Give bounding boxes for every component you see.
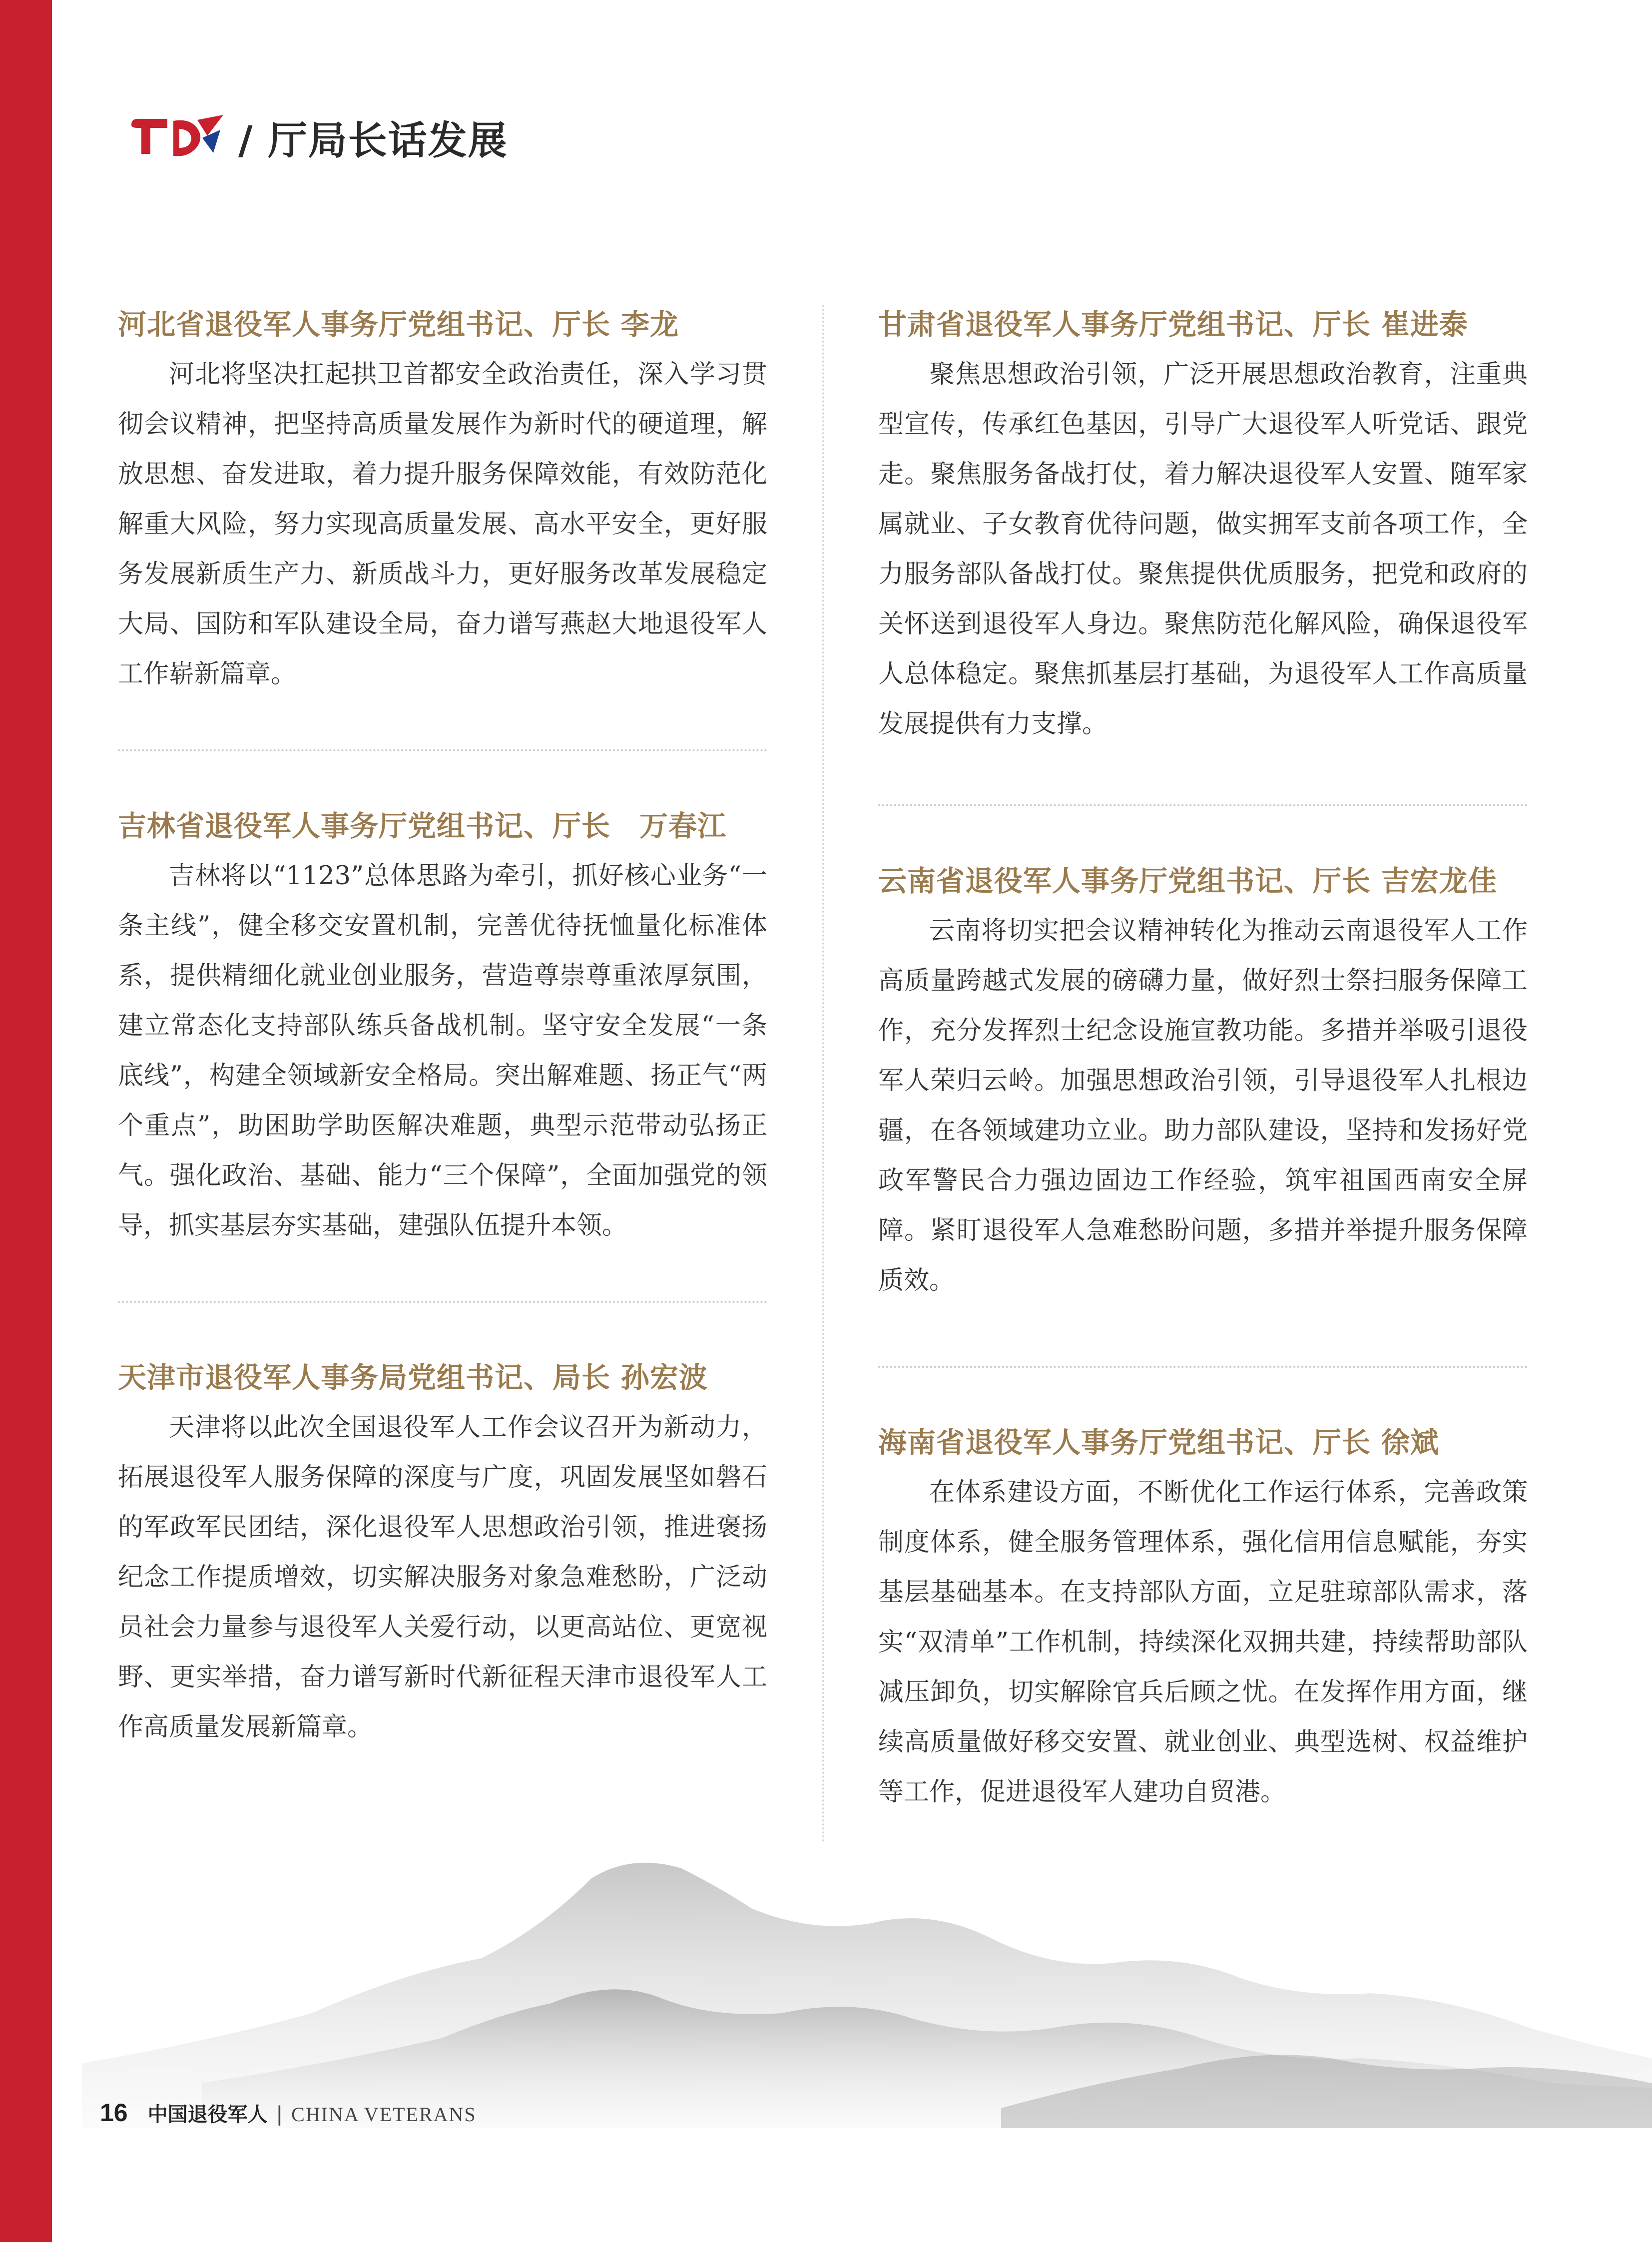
entry-yunnan: [878, 856, 1528, 1306]
entry-title: 云南省退役军人事务厅党组书记、厅长 吉宏龙佳: [878, 865, 1497, 898]
entry-gansu: [878, 300, 1528, 749]
entry-title: 甘肃省退役军人事务厅党组书记、厅长 崔进泰: [878, 308, 1468, 341]
left-column: [118, 300, 767, 1752]
entry-body: 云南将切实把会议精神转化为推动云南退役军人工作高质量跨越式发展的磅礴力量，做好烈士祭扫服务保障工作，充分发挥烈士纪念设施宣教功能。多措并举吸引退役军人荣归云岭。加强思想政治引领，引导退役军人扎根边疆，在各领域建功立业。助力部队建设，坚持和发扬好党政军警民合力强边固边工作经验，筑牢祖国西南安全屏障。紧盯退役军人急难愁盼问题，多措并举提升服务保障质效。: [878, 916, 1528, 1295]
entry-title: 天津市退役军人事务局党组书记、局长 孙宏波: [118, 1361, 708, 1394]
entry-body: 天津将以此次全国退役军人工作会议召开为新动力，拓展退役军人服务保障的深度与广度，巩固发展坚如磐石的军政军民团结，深化退役军人思想政治引领，推进褒扬纪念工作提质增效，切实解决服务对象急难愁盼，广泛动员社会力量参与退役军人关爱行动，以更高站位、更宽视野、更实举措，奋力谱写新时代新征程天津市退役军人工作高质量发展新篇章。: [118, 1413, 767, 1742]
entry-body: 河北将坚决扛起拱卫首都安全政治责任，深入学习贯彻会议精神，把坚持高质量发展作为新时代的硬道理，解放思想、奋发进取，着力提升服务保障效能，有效防范化解重大风险，努力实现高质量发展、高水平安全，更好服务发展新质生产力、新质战斗力，更好服务改革发展稳定大局、国防和军队建设全局，奋力谱写燕赵大地退役军人工作崭新篇章。: [118, 360, 767, 689]
magazine-logo: [127, 110, 227, 165]
entry-tianjin: [118, 1353, 767, 1752]
ink-mountains-illustration: [52, 1848, 1652, 2128]
magazine-name: 中国退役军人: [147, 2103, 268, 2126]
entry-body: 聚焦思想政治引领，广泛开展思想政治教育，注重典型宣传，传承红色基因，引导广大退役军人听党话、跟党走。聚焦服务备战打仗，着力解决退役军人安置、随军家属就业、子女教育优待问题，做实拥军支前各项工作，全力服务部队备战打仗。聚焦提供优质服务，把党和政府的关怀送到退役军人身边。聚焦防范化解风险，确保退役军人总体稳定。聚焦抓基层打基础，为退役军人工作高质量发展提供有力支撑。: [878, 360, 1528, 739]
dotted-separator: [118, 1301, 767, 1303]
dotted-separator: [878, 1366, 1528, 1368]
entry-jilin: [118, 801, 767, 1251]
column-divider: [822, 305, 824, 1843]
page-footer: [100, 2098, 477, 2127]
dotted-separator: [878, 804, 1528, 806]
page-header: [127, 100, 508, 175]
section-title: / 厅局长话发展: [238, 118, 508, 163]
entry-title: 海南省退役军人事务厅党组书记、厅长 徐斌: [878, 1426, 1439, 1459]
right-column: [878, 300, 1528, 1817]
page-number: 16: [100, 2099, 128, 2127]
magazine-name-en: CHINA VETERANS: [291, 2103, 477, 2126]
entry-body: 在体系建设方面，不断优化工作运行体系，完善政策制度体系，健全服务管理体系，强化信用信息赋能，夯实基层基础基本。在支持部队方面，立足驻琼部队需求，落实“双清单”工作机制，持续深化双拥共建，持续帮助部队减压卸负，切实解除官兵后顾之忧。在发挥作用方面，继续高质量做好移交安置、就业创业、典型选树、权益维护等工作，促进退役军人建功自贸港。: [878, 1478, 1528, 1807]
entry-hebei: [118, 300, 767, 699]
entry-title: 河北省退役军人事务厅党组书记、厅长 李龙: [118, 308, 679, 341]
entry-title: 吉林省退役军人事务厅党组书记、厅长 万春江: [118, 810, 726, 843]
dotted-separator: [118, 749, 767, 751]
footer-separator: |: [276, 2102, 283, 2126]
entry-hainan: [878, 1418, 1528, 1817]
entry-body: 吉林将以“1123”总体思路为牵引，抓好核心业务“一条主线”，健全移交安置机制，完善优待抚恤量化标准体系，提供精细化就业创业服务，营造尊崇尊重浓厚氛围，建立常态化支持部队练兵备战机制。坚守安全发展“一条底线”，构建全领域新安全格局。突出解难题、扬正气“两个重点”，助困助学助医解决难题，典型示范带动弘扬正气。强化政治、基础、能力“三个保障”，全面加强党的领导，抓实基层夯实基础，建强队伍提升本领。: [118, 861, 767, 1240]
left-red-bar: [0, 0, 52, 2242]
